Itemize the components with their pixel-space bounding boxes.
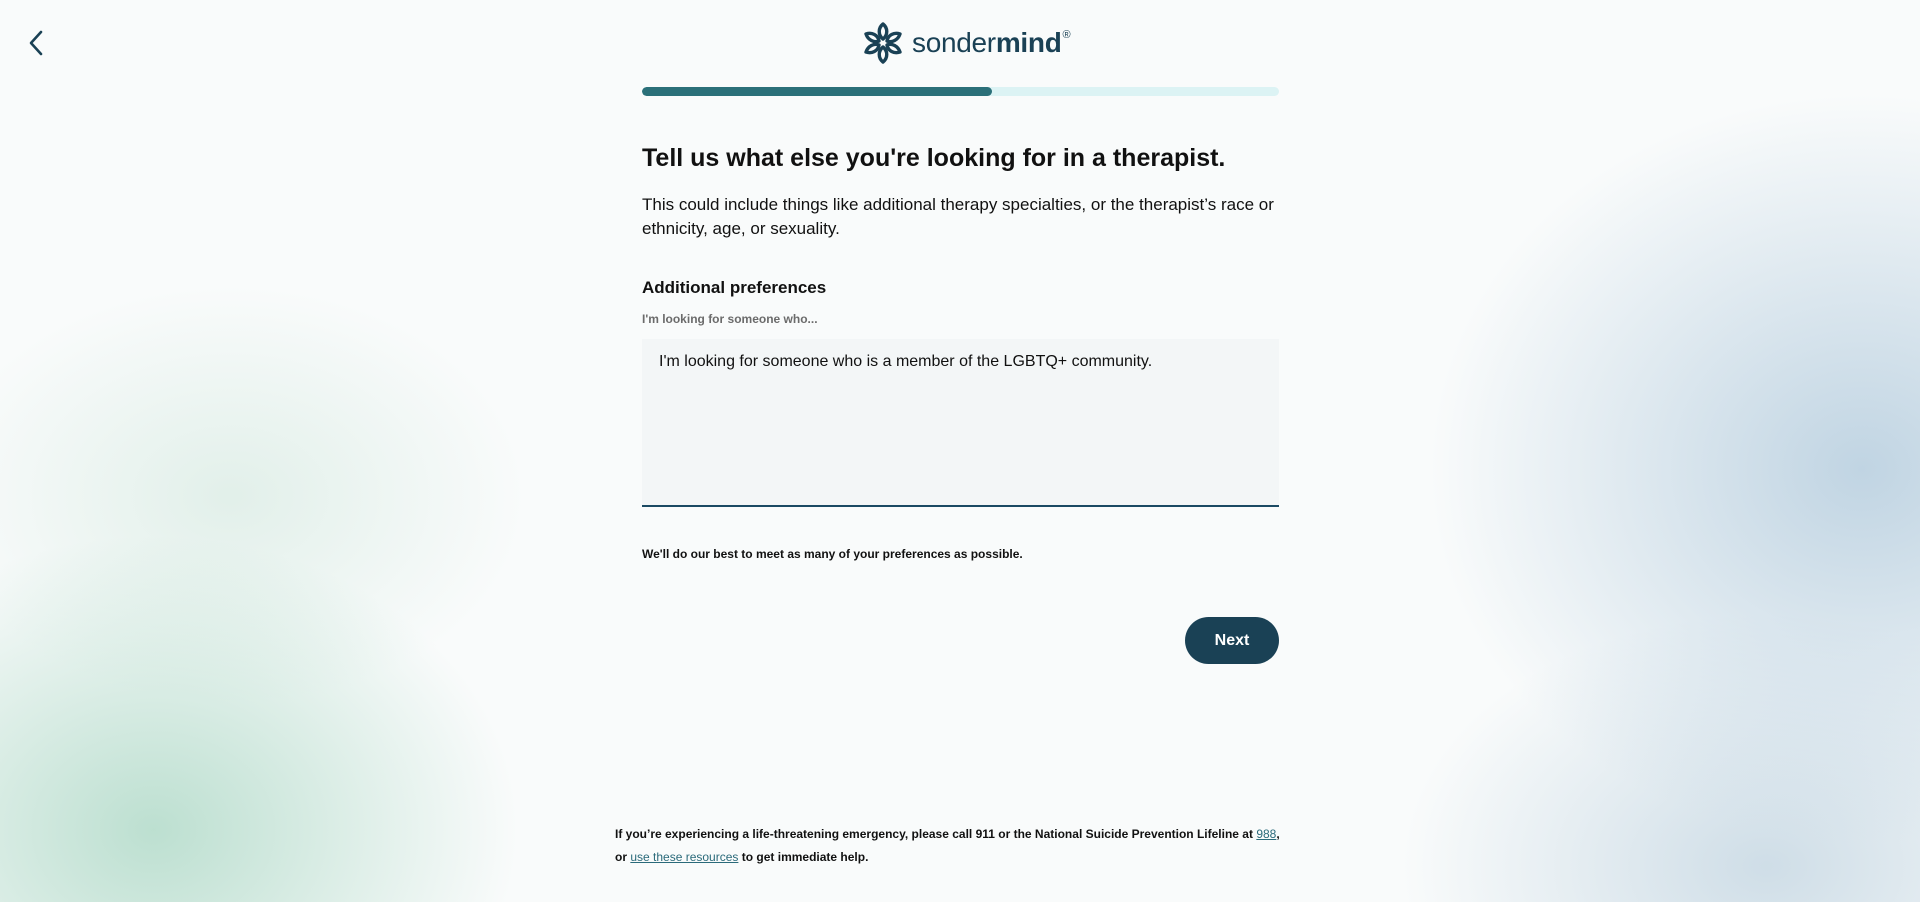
back-button[interactable] (22, 28, 50, 58)
sondermind-logo (861, 20, 1070, 66)
footer-line-2 (615, 846, 1315, 869)
lifeline-988-link[interactable]: 988 (1256, 827, 1277, 841)
field-label: I'm looking for someone who... (642, 312, 818, 326)
footer-text-3: to get immediate help. (738, 850, 869, 864)
footer-line-1 (615, 823, 1315, 846)
progress-bar (642, 87, 1279, 96)
logo-wordmark (912, 27, 1070, 59)
next-button[interactable]: Next (1185, 617, 1279, 664)
main-content (642, 140, 1279, 561)
registered-mark: ® (1062, 29, 1071, 41)
logo-text-bold: mind (995, 27, 1062, 58)
footer-text-2: or (615, 850, 631, 864)
preferences-textarea-container (642, 339, 1279, 507)
footer-text-1: If you’re experiencing a life-threatening emergency, please call 911 or the National Suicide Prevention Lifeline at (615, 827, 1257, 841)
flower-logo-icon (861, 20, 905, 66)
logo-text-light: sonder (912, 27, 996, 58)
resources-link[interactable]: use these resources (630, 850, 739, 864)
page-description: This could include things like additional therapy specialties, or the therapist’s race or ethnicity, age, or sexuality. (642, 195, 1274, 238)
section-label: Additional preferences (642, 278, 827, 297)
helper-text: We'll do our best to meet as many of your preferences as possible. (642, 547, 1023, 561)
progress-bar-fill (642, 87, 992, 96)
chevron-left-icon (28, 30, 44, 56)
footer-comma: , (1276, 827, 1280, 841)
preferences-textarea[interactable] (642, 339, 1279, 505)
page-title: Tell us what else you're looking for in a therapist. (642, 144, 1226, 172)
emergency-footer (615, 823, 1315, 869)
